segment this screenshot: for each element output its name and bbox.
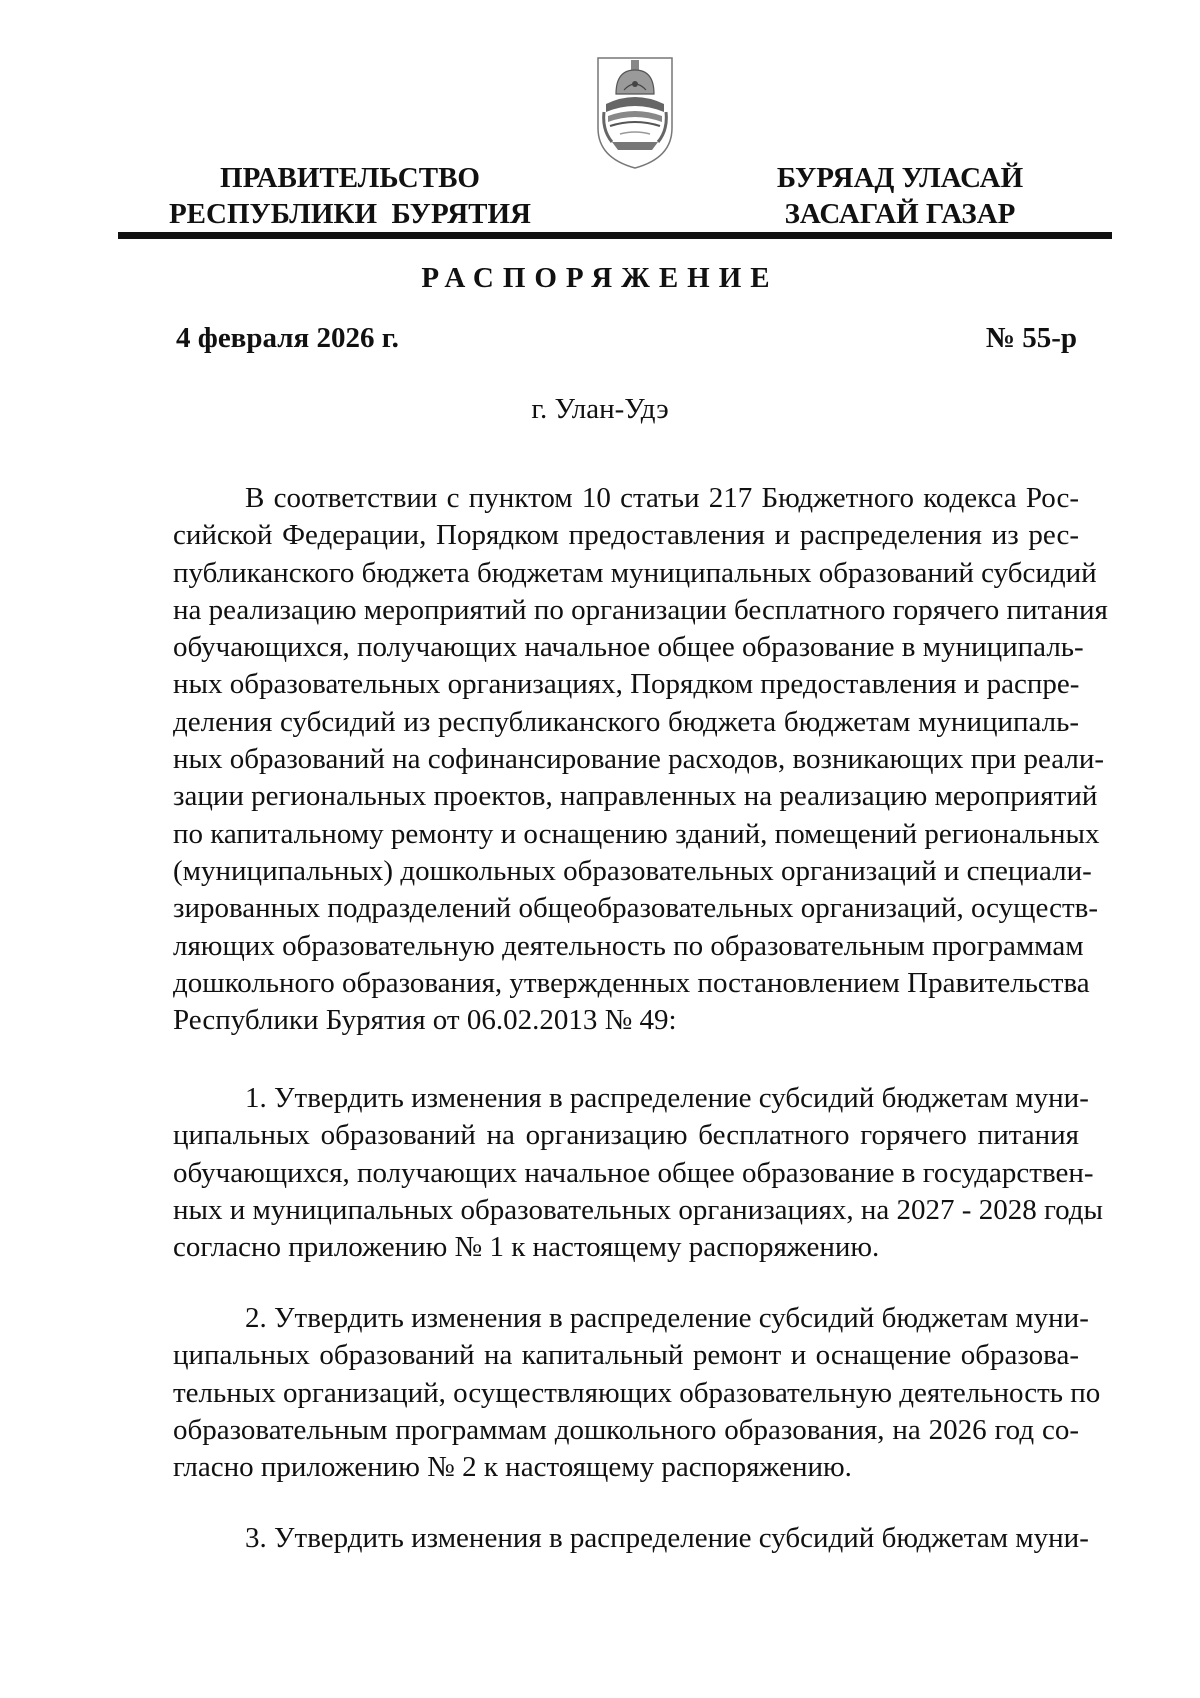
text-line: ципальных образований на капитальный ремонт и оснащение образова- bbox=[173, 1339, 1079, 1372]
text-line: ципальных образований на организацию бесплатного горячего питания bbox=[173, 1119, 1079, 1152]
text-line: ных образований на софинансирование расходов, возникающих при реали- bbox=[173, 743, 1105, 776]
text-line: образовательным программам дошкольного образования, на 2026 год со- bbox=[173, 1413, 1079, 1446]
header-left-line2: РЕСПУБЛИКИ БУРЯТИЯ bbox=[168, 198, 532, 230]
text-line: публиканского бюджета бюджетам муниципальных образований субсидий bbox=[173, 556, 1097, 589]
text-line: зации региональных проектов, направленных на реализацию мероприятий bbox=[173, 780, 1098, 813]
text-line: 2. Утвердить изменения в распределение субсидий бюджетам муни- bbox=[245, 1302, 1089, 1334]
text-line: дошкольного образования, утвержденных постановлением Правительства bbox=[173, 966, 1090, 999]
text-line: деления субсидий из республиканского бюджета бюджетам муниципаль- bbox=[173, 705, 1079, 738]
header-divider bbox=[118, 232, 1112, 239]
text-line: тельных организаций, осуществляющих образовательную деятельность по bbox=[173, 1376, 1101, 1409]
document-date: 4 февраля 2026 г. bbox=[176, 322, 399, 354]
text-line: на реализацию мероприятий по организации бесплатного горячего питания bbox=[173, 593, 1108, 626]
document-city: г. Улан-Удэ bbox=[531, 393, 669, 425]
paragraph-item-3 bbox=[173, 1520, 1089, 1557]
text-line: сийской Федерации, Порядком предоставления и распределения из рес- bbox=[173, 519, 1079, 552]
text-line: В соответствии с пунктом 10 статьи 217 Бюджетного кодекса Рос- bbox=[245, 482, 1079, 514]
header-right bbox=[735, 160, 1065, 232]
text-line: ных и муниципальных образовательных организациях, на 2027 - 2028 годы bbox=[173, 1193, 1104, 1226]
text-line: ных образовательных организациях, Порядком предоставления и распре- bbox=[173, 668, 1080, 701]
text-line: 3. Утвердить изменения в распределение субсидий бюджетам муни- bbox=[245, 1522, 1089, 1554]
text-line: Республики Бурятия от 06.02.2013 № 49: bbox=[173, 1004, 677, 1037]
paragraph-item-2 bbox=[173, 1300, 1101, 1486]
document-number: № 55-р bbox=[985, 322, 1077, 354]
header-left-line1: ПРАВИТЕЛЬСТВО bbox=[220, 162, 480, 194]
text-line: по капитальному ремонту и оснащению зданий, помещений региональных bbox=[173, 817, 1100, 850]
text-line: зированных подразделений общеобразовательных организаций, осуществ- bbox=[173, 892, 1098, 925]
coat-of-arms-icon bbox=[594, 50, 676, 170]
header-left bbox=[150, 160, 550, 232]
text-line: ляющих образовательную деятельность по образовательным программам bbox=[173, 929, 1084, 962]
text-line: гласно приложению № 2 к настоящему распоряжению. bbox=[173, 1451, 852, 1484]
paragraph-item-1 bbox=[173, 1080, 1104, 1266]
header-right-line1: БУРЯАД УЛАСАЙ bbox=[776, 162, 1024, 194]
text-line: согласно приложению № 1 к настоящему распоряжению. bbox=[173, 1231, 880, 1264]
document-type: РАСПОРЯЖЕНИЕ bbox=[421, 262, 779, 294]
text-line: обучающихся, получающих начальное общее образование в муниципаль- bbox=[173, 631, 1084, 664]
text-line: (муниципальных) дошкольных образовательных организаций и специали- bbox=[173, 854, 1092, 887]
text-line: обучающихся, получающих начальное общее образование в государствен- bbox=[173, 1156, 1094, 1189]
text-line: 1. Утвердить изменения в распределение субсидий бюджетам муни- bbox=[245, 1082, 1089, 1114]
paragraph-preamble bbox=[173, 480, 1108, 1039]
header-right-line2: ЗАСАГАЙ ГАЗАР bbox=[784, 198, 1016, 230]
